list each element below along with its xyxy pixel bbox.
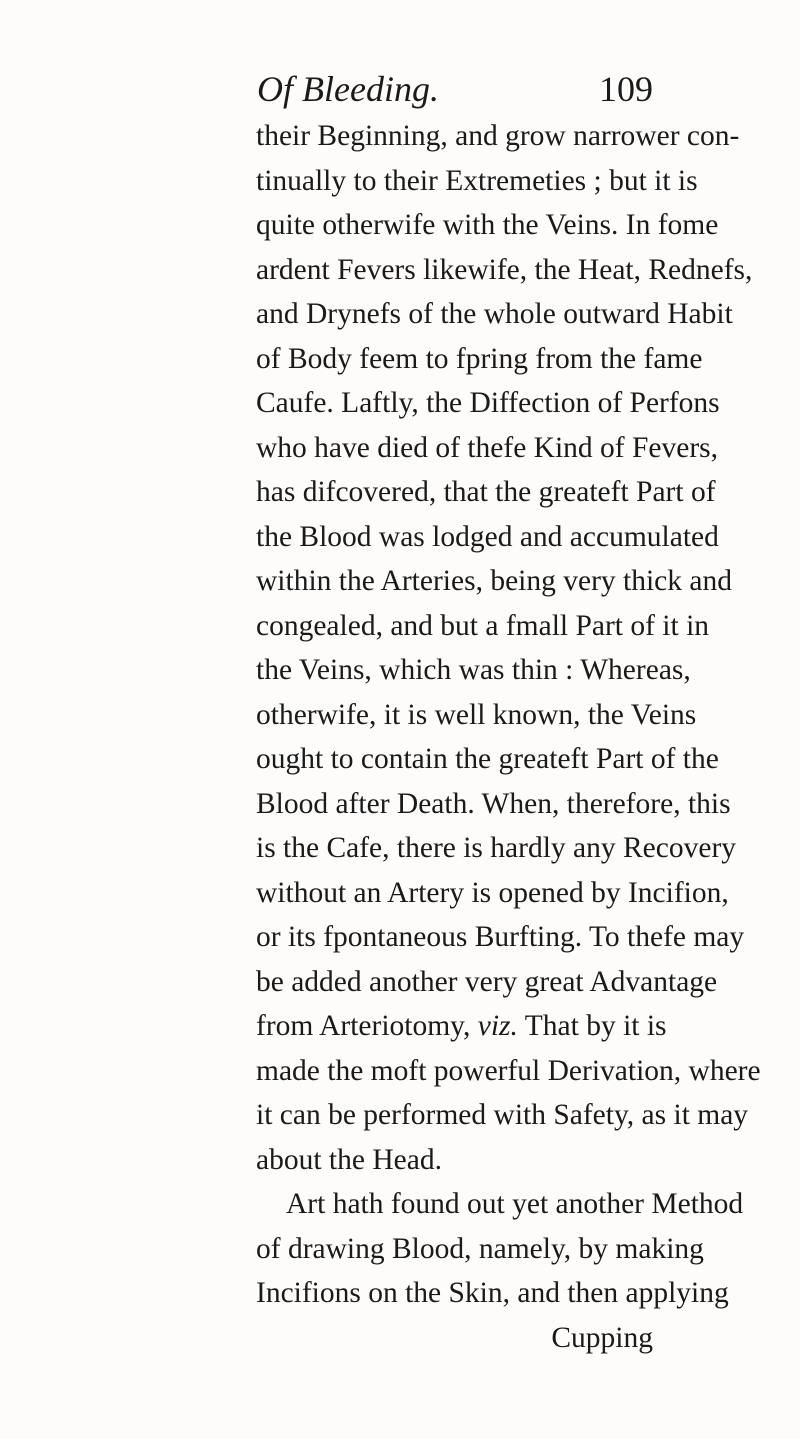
text-line: otherwife, it is well known, the Veins [256,698,697,731]
body-text [256,114,761,1360]
text-line: the Blood was lodged and accumulated [256,520,719,553]
italic-abbreviation: viz. [477,1010,518,1042]
text-line: it can be performed with Safety, as it may [256,1099,749,1131]
text-line: Caufe. Laftly, the Diffection of Perfons [256,387,720,419]
text-line: has difcovered, that the greateft Part of [256,476,716,508]
text-line: ardent Fevers likewife, the Heat, Rednefs, [256,253,753,286]
running-head [257,64,653,114]
catchword: Cupping [551,1321,653,1354]
text-line: ought to contain the greateft Part of the [256,743,719,775]
text-line: Art hath found out yet another Method [286,1188,744,1220]
running-title: Of Bleeding. [257,69,439,109]
text-line: quite otherwife with the Veins. In fome [256,209,719,241]
text-line: is the Cafe, there is hardly any Recovery [256,832,737,864]
text-line: the Veins, which was thin : Whereas, [256,654,691,686]
text-line: tinually to their Extremeties ; but it is [256,164,698,197]
text-line: and Drynefs of the whole outward Habit [256,298,733,330]
text-line: within the Arteries, being very thick and [256,565,732,597]
text-line: made the moft powerful Derivation, where [256,1054,761,1087]
text-line: or its fpontaneous Burfting. To thefe may [256,921,745,953]
text-line: without an Artery is opened by Incifion, [256,876,729,909]
text-line: their Beginning, and grow narrower con- [256,120,740,152]
text-line-with-italic [256,1004,667,1049]
text-line: be added another very great Advantage [256,965,718,998]
text-line: of drawing Blood, namely, by making [256,1232,704,1265]
text-fragment: That by it is [517,1010,667,1042]
text-line: congealed, and but a fmall Part of it in [256,609,710,642]
text-line: about the Head. [256,1143,442,1176]
page-number: 109 [599,69,653,109]
text-line: of Body feem to fpring from the fame [256,342,703,375]
text-line: Incifions on the Skin, and then applying [256,1277,729,1309]
text-fragment: from Arteriotomy, [256,1010,478,1042]
text-line: Blood after Death. When, therefore, this [256,787,731,820]
text-line: who have died of thefe Kind of Fevers, [256,431,719,464]
